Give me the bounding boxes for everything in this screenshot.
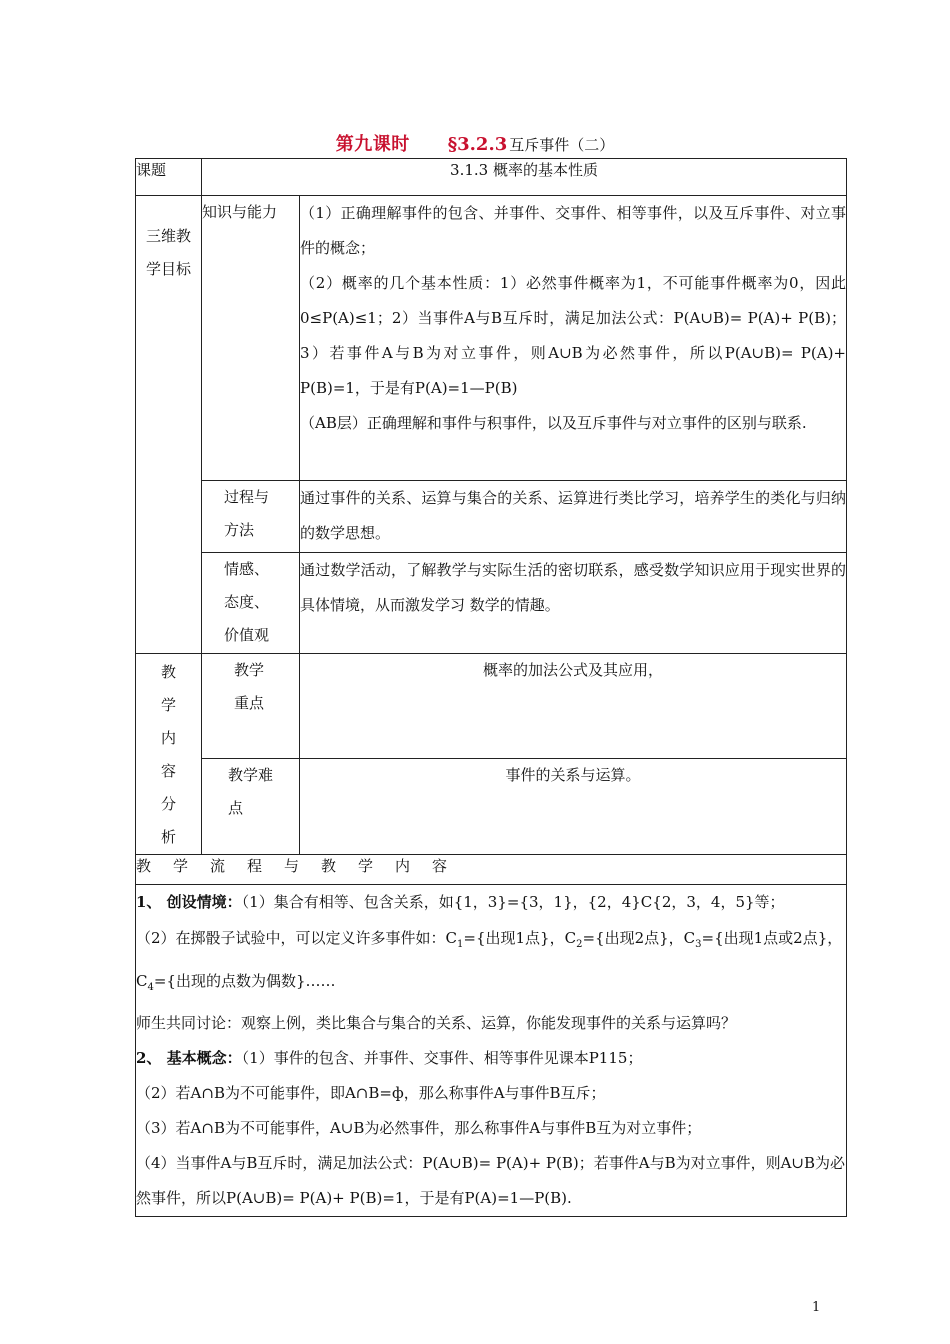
subscript-3: 3 <box>695 939 702 950</box>
section-2-heading: 2、 基本概念： <box>136 1049 242 1067</box>
difficulty-label: 教学难点 <box>202 758 300 854</box>
analysis-label: 教学内容分析 <box>136 654 202 855</box>
concept-3: （3）若A∩B为不可能事件，A∪B为必然事件，那么称事件A与事件B互为对立事件； <box>136 1119 702 1137</box>
page-title <box>0 130 950 156</box>
section-number: §3.2.3 <box>447 134 508 155</box>
section-topic: 互斥事件（二） <box>509 136 615 154</box>
knowledge-label: 知识与能力 <box>202 196 300 481</box>
discussion: 师生共同讨论：观察上例，类比集合与集合的关系、运算，你能发现事件的关系与运算吗？ <box>136 1014 737 1032</box>
difficulty-text: 事件的关系与运算。 <box>300 758 847 854</box>
knowledge-line-1: （1）正确理解事件的包含、并事件、交事件、相等事件，以及互斥事件、对立事件的概念； <box>300 204 846 257</box>
topic-label: 课题 <box>136 159 202 196</box>
page-number: 1 <box>812 1300 821 1315</box>
flow-header: 教学流程与教学内容 <box>136 855 847 885</box>
concept-4: （4）当事件A与B互斥时，满足加法公式：P(A∪B)= P(A)+ P(B)；若事件A与B为对立事件，则A∪B为必然事件，所以P(A∪B)= P(A)+ P(B)=1，于是有P(A)=1—P(B). <box>136 1154 846 1207</box>
section-2 <box>136 1041 846 1076</box>
section-1-heading: 1、 创设情境： <box>136 893 242 911</box>
knowledge-line-3: （AB层）正确理解和事件与积事件，以及互斥事件与对立事件的区别与联系. <box>300 414 807 432</box>
example-text-a: （2）在掷骰子试验中，可以定义许多事件如：C <box>136 929 458 947</box>
topic-value: 3.1.3 概率的基本性质 <box>202 159 847 196</box>
section-1 <box>136 885 846 920</box>
subscript-2: 2 <box>576 939 583 950</box>
knowledge-line-2: （2）概率的几个基本性质：1）必然事件概率为1，不可能事件概率为0，因此0≤P(A)≤1；2）当事件A与B互斥时，满足加法公式：P(A∪B)= P(A)+ P(B)；3）若事件A与B为对立事件，则A∪B为必然事件，所以P(A∪B)= P(A)+ P(B)=1，于是有P(A)=1—P(B) <box>300 274 846 397</box>
section-1-text: （1）集合有相等、包含关系，如{1，3}={3，1}，{2，4}C{2，3，4，5}等； <box>241 893 785 911</box>
teaching-content <box>136 885 847 1217</box>
focus-text: 概率的加法公式及其应用， <box>300 654 847 759</box>
emotion-text: 通过数学活动，了解教学与实际生活的密切联系，感受数学知识应用于现实世界的具体情境，从而激发学习 数学的情趣。 <box>300 553 847 654</box>
subscript-1: 1 <box>457 939 464 950</box>
knowledge-content <box>300 196 847 481</box>
example-text-b: ={出现1点}，C <box>463 929 577 947</box>
process-text: 通过事件的关系、运算与集合的关系、运算进行类比学习，培养学生的类化与归纳的数学思想。 <box>300 481 847 553</box>
example-text-d: ={出现1点或2点}，C <box>136 929 843 990</box>
example-text-e: ={出现的点数为偶数}…… <box>153 972 336 990</box>
concept-2: （2）若A∩B为不可能事件，即A∩B=ф，那么称事件A与事件B互斥； <box>136 1084 606 1102</box>
section-2-text: （1）事件的包含、并事件、交事件、相等事件见课本P115； <box>241 1049 643 1067</box>
goals-label: 三维教学目标 <box>136 196 202 654</box>
subscript-4: 4 <box>147 982 154 993</box>
example-text-c: ={出现2点}，C <box>582 929 696 947</box>
lesson-label: 第九课时 <box>335 134 410 155</box>
section-1-example <box>136 920 846 1006</box>
emotion-label: 情感、态度、价值观 <box>202 553 300 654</box>
lesson-plan-table <box>135 158 847 1217</box>
process-label: 过程与方法 <box>202 481 300 553</box>
focus-label: 教学重点 <box>202 654 300 759</box>
